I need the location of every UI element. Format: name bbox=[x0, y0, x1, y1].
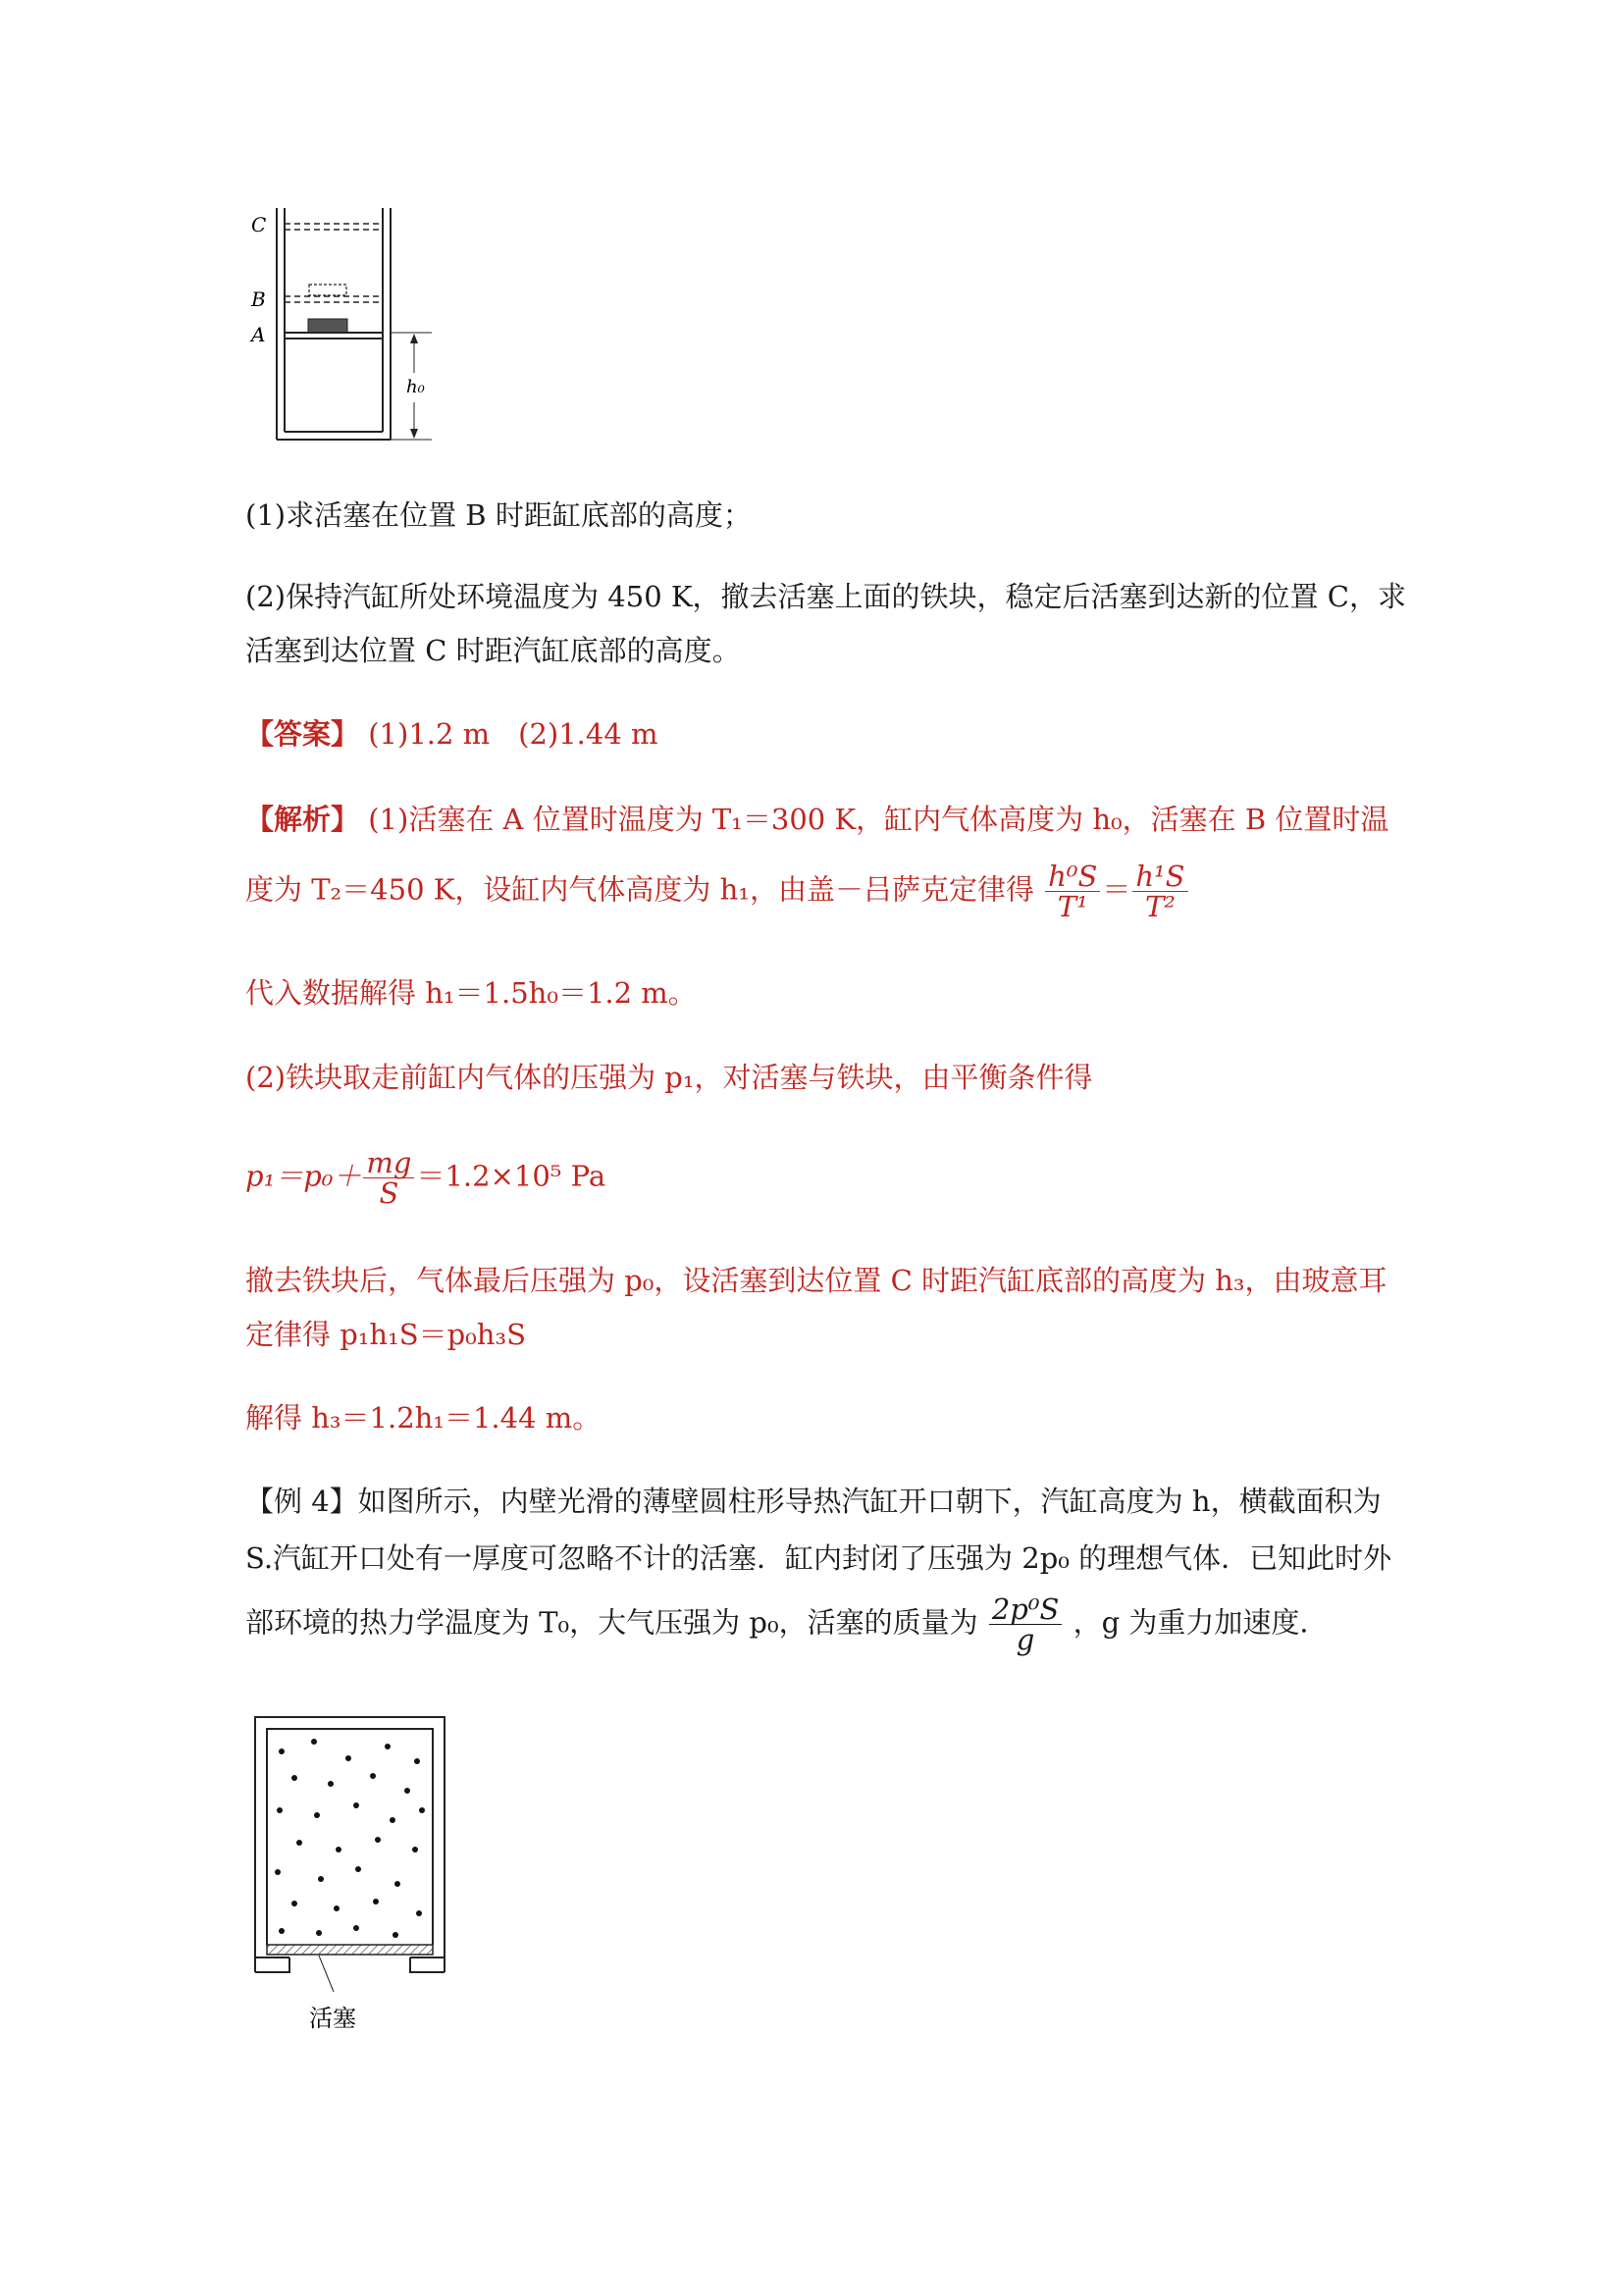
analysis-line-2 bbox=[245, 861, 1190, 921]
piston-label: 活塞 bbox=[309, 2005, 356, 2032]
formula-1-eq: ＝ bbox=[1102, 872, 1131, 907]
cylinder-figure-1 bbox=[236, 196, 451, 461]
example-4-line-3 bbox=[245, 1594, 1328, 1654]
answer-tag: 【答案】 bbox=[245, 717, 360, 751]
answer-text: (1)1.2 m (2)1.44 m bbox=[368, 717, 658, 751]
formula-1-num-right: h¹S bbox=[1132, 861, 1187, 892]
label-b: B bbox=[251, 287, 266, 311]
formula-1-num-left: h⁰S bbox=[1045, 861, 1100, 892]
analysis-text-1: (1)活塞在 A 位置时温度为 T₁＝300 K，缸内气体高度为 h₀，活塞在 B 位置时温 bbox=[368, 803, 1389, 836]
label-h0: h₀ bbox=[406, 377, 425, 397]
formula-2-den: S bbox=[379, 1176, 399, 1210]
analysis-line-4: (2)铁块取走前缸内气体的压强为 p₁，对活塞与铁块，由平衡条件得 bbox=[245, 1061, 1093, 1094]
question-1: (1)求活塞在位置 B 时距缸底部的高度； bbox=[245, 498, 752, 532]
example-4-frac-num: 2p⁰S bbox=[989, 1594, 1063, 1625]
example-4-line-2: S.汽缸开口处有一厚度可忽略不计的活塞．缸内封闭了压强为 2p₀ 的理想气体．已知此时外 bbox=[245, 1541, 1392, 1575]
example-4-line-1: 【例 4】如图所示，内壁光滑的薄壁圆柱形导热汽缸开口朝下，汽缸高度为 h，横截面积为 bbox=[245, 1485, 1382, 1518]
question-2-line-2: 活塞到达位置 C 时距汽缸底部的高度。 bbox=[245, 634, 741, 667]
formula-1-den-right: T² bbox=[1144, 890, 1176, 923]
example-4-frac-den: g bbox=[1016, 1623, 1035, 1656]
analysis-line-6: 定律得 p₁h₁S＝p₀h₃S bbox=[245, 1318, 526, 1351]
formula-2-num: mg bbox=[363, 1148, 414, 1178]
formula-2 bbox=[245, 1148, 605, 1208]
analysis-tag: 【解析】 bbox=[245, 803, 360, 836]
label-a: A bbox=[251, 323, 266, 346]
formula-2-right: ＝1.2×10⁵ Pa bbox=[416, 1159, 606, 1193]
label-c: C bbox=[251, 213, 267, 236]
formula-1-frac-left bbox=[1045, 861, 1100, 921]
question-2-line-1: (2)保持汽缸所处环境温度为 450 K，撤去活塞上面的铁块，稳定后活塞到达新的位置 C，求 bbox=[245, 580, 1406, 613]
analysis-text-2: 度为 T₂＝450 K，设缸内气体高度为 h₁，由盖－吕萨克定律得 bbox=[245, 872, 1034, 907]
cylinder-figure-2 bbox=[240, 1707, 461, 2046]
formula-1-den-left: T¹ bbox=[1057, 890, 1088, 923]
analysis-line-1 bbox=[245, 800, 1388, 839]
analysis-line-3: 代入数据解得 h₁＝1.5h₀＝1.2 m。 bbox=[245, 976, 697, 1010]
analysis-line-7: 解得 h₃＝1.2h₁＝1.44 m。 bbox=[245, 1401, 602, 1435]
formula-2-frac bbox=[363, 1148, 414, 1208]
example-4-line-3-pre: 部环境的热力学温度为 T₀，大气压强为 p₀，活塞的质量为 bbox=[245, 1605, 978, 1640]
formula-1-frac-right bbox=[1132, 861, 1187, 921]
answer-line bbox=[245, 714, 658, 754]
example-4-frac bbox=[989, 1594, 1063, 1654]
analysis-line-5: 撤去铁块后，气体最后压强为 p₀，设活塞到达位置 C 时距汽缸底部的高度为 h₃，由玻意耳 bbox=[245, 1264, 1387, 1297]
example-4-line-3-post: ，g 为重力加速度． bbox=[1073, 1605, 1329, 1640]
formula-2-left: p₁＝p₀＋ bbox=[245, 1159, 362, 1193]
